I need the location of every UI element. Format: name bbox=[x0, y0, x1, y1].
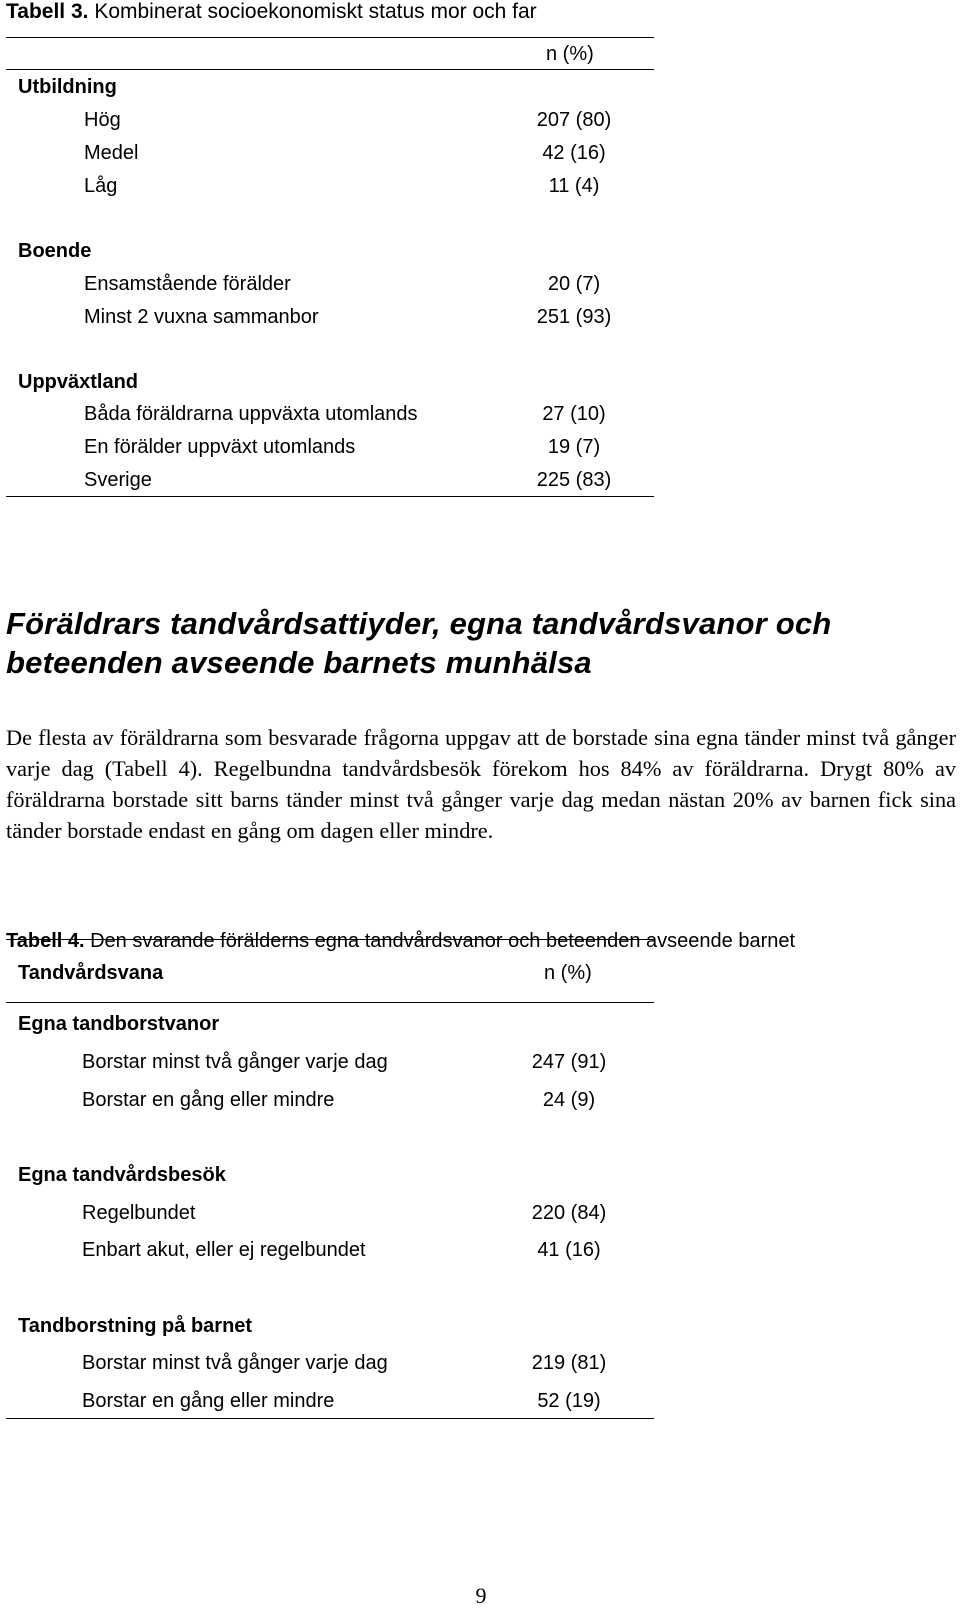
section-heading bbox=[6, 604, 956, 682]
section-heading-line: Föräldrars tandvårdsattiyder, egna tandvårdsvanor och bbox=[6, 606, 832, 641]
table-4-bottom-rule bbox=[6, 1418, 654, 1419]
table-4-group-title: Egna tandvårdsbesök bbox=[18, 1164, 226, 1186]
table-3-caption-label: Tabell 3. bbox=[6, 0, 89, 23]
table-3-row-value: 207 (80) bbox=[536, 109, 612, 131]
table-4-row-value: 24 (9) bbox=[542, 1089, 596, 1111]
table-4-caption-text: Den svarande förälderns egna tandvårdsvanor och beteenden avseende barnet bbox=[84, 930, 796, 952]
table-4-caption-label: Tabell 4. bbox=[6, 930, 85, 952]
table-4-group-title: Egna tandborstvanor bbox=[18, 1013, 220, 1035]
table-3-row-value: 42 (16) bbox=[542, 142, 606, 164]
table-3-row-value: 225 (83) bbox=[536, 469, 612, 491]
table-3-header-rule bbox=[6, 69, 654, 70]
table-3-top-rule bbox=[6, 37, 654, 38]
table-4-row-label: Borstar en gång eller mindre bbox=[82, 1089, 335, 1111]
table-4-row-value: 41 (16) bbox=[537, 1239, 601, 1261]
table-3-row-label: Medel bbox=[84, 142, 139, 164]
table-3-row-label: Låg bbox=[84, 175, 118, 197]
table-4-row-value: 220 (84) bbox=[531, 1202, 607, 1224]
table-3-caption bbox=[6, 0, 537, 24]
table-4-row-value: 52 (19) bbox=[537, 1390, 601, 1412]
table-3-group-title: Uppväxtland bbox=[18, 371, 139, 393]
table-4-caption bbox=[6, 930, 795, 953]
table-3-row-label: Hög bbox=[84, 109, 121, 131]
table-3-row-value: 251 (93) bbox=[536, 306, 612, 328]
page-number: 9 bbox=[475, 1583, 487, 1608]
table-3-row-label: Ensamstående förälder bbox=[84, 273, 291, 295]
table-4-row-value: 219 (81) bbox=[531, 1352, 607, 1374]
table-3-row-label: Minst 2 vuxna sammanbor bbox=[84, 306, 319, 328]
table-3-row-label: Sverige bbox=[84, 469, 152, 491]
table-3-row-value: 11 (4) bbox=[548, 175, 600, 197]
table-3-row-value: 20 (7) bbox=[547, 273, 601, 295]
table-4-row-label: Borstar minst två gånger varje dag bbox=[82, 1051, 388, 1073]
table-3-row-value: 19 (7) bbox=[547, 436, 601, 458]
table-3-row-label: En förälder uppväxt utomlands bbox=[84, 436, 356, 458]
body-paragraph: De flesta av föräldrarna som besvarade frågorna uppgav att de borstade sina egna tänder minst två gånger varje dag (Tabell 4). Regelbundna tandvårdsbesök förekom hos 84% av föräldrarna. Drygt 80% av föräldrarna borstade sitt barns tänder minst två gånger varje dag medan nästan 20% av barnen fick sina tänder borstade endast en gång om dagen eller mindre. bbox=[6, 725, 956, 843]
table-3-col-header: n (%) bbox=[546, 43, 594, 65]
section-heading-line: beteenden avseende barnets munhälsa bbox=[6, 645, 592, 680]
table-4-row-label: Regelbundet bbox=[82, 1202, 196, 1224]
table-3-row-value: 27 (10) bbox=[542, 403, 606, 425]
table-4-header-rule bbox=[6, 1002, 654, 1003]
table-3-group-title: Boende bbox=[18, 240, 92, 262]
table-3-bottom-rule bbox=[6, 496, 654, 497]
table-4-row-label: Borstar en gång eller mindre bbox=[82, 1390, 335, 1412]
table-3-row-label: Båda föräldrarna uppväxta utomlands bbox=[84, 403, 418, 425]
table-4-top-rule bbox=[6, 939, 654, 940]
table-4-row-value: 247 (91) bbox=[531, 1051, 607, 1073]
table-4-row-label: Enbart akut, eller ej regelbundet bbox=[82, 1239, 366, 1261]
table-4-col-header: n (%) bbox=[544, 962, 592, 984]
table-4-group-title: Tandborstning på barnet bbox=[18, 1315, 253, 1337]
table-3-group-title: Utbildning bbox=[18, 76, 117, 98]
table-3-caption-text: Kombinerat socioekonomiskt status mor och far bbox=[88, 0, 537, 23]
table-4-col-header: Tandvårdsvana bbox=[18, 962, 164, 984]
table-4-row-label: Borstar minst två gånger varje dag bbox=[82, 1352, 388, 1374]
